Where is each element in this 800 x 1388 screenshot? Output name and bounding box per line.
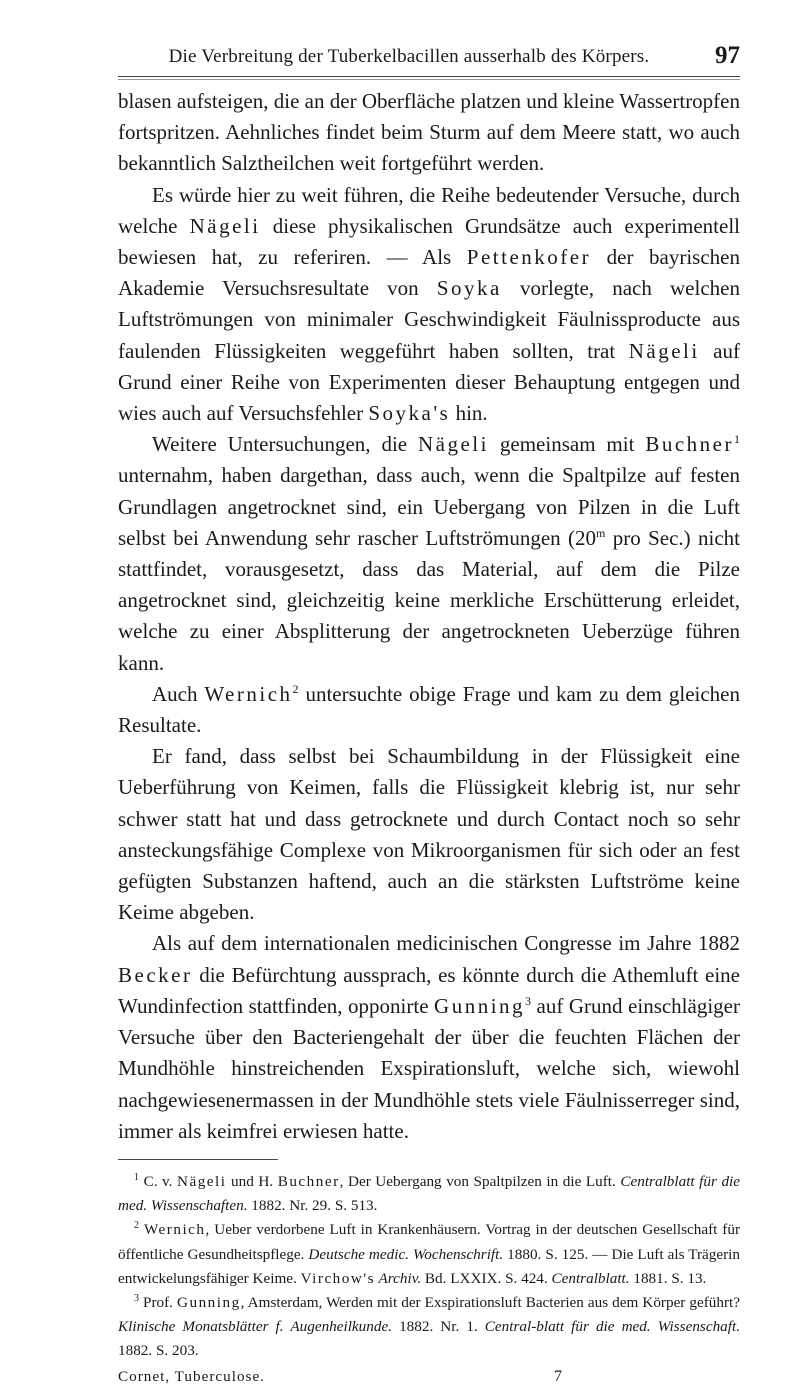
footnote-2 <box>118 1218 740 1291</box>
author-name: Soyka <box>436 276 502 301</box>
author-name: Nägeli <box>177 1172 227 1190</box>
text-run: hin. <box>450 401 488 426</box>
author-name: Nägeli <box>189 213 261 238</box>
author-name: Pettenkofer <box>466 245 592 270</box>
text-run: 1882. Nr. 29. S. 513. <box>247 1197 378 1215</box>
paragraph-5 <box>118 741 740 928</box>
text-run: pro Sec.) nicht stattfindet, vorausgesetzt, dass das Material, auf dem die Pilze angetrocknet sind, gleichzeitig keine merkliche Erschütterung erleidet, welche zu einer Absplitterung der angetrockneten Ueberzüge führen kann. <box>118 525 740 675</box>
text-run: gemeinsam mit <box>488 432 646 457</box>
author-name: Nägeli <box>418 432 489 457</box>
running-title: Die Verbreitung der Tuberkelbacillen ausserhalb des Körpers. <box>168 46 650 67</box>
text-run: , Der Uebergang von Spaltpilzen in die Luft. <box>339 1172 621 1190</box>
text-run: Weitere Untersuchungen, die <box>152 432 418 457</box>
author-name: Becker <box>118 962 193 987</box>
text-run: diese physikalischen Grundsätze auch experimentell bewiesen hat, zu referiren. — Als <box>118 213 740 270</box>
author-name: Soyka's <box>368 401 451 426</box>
text-run: unternahm, haben dargethan, dass auch, wenn die Spaltpilze auf festen Grundlagen angetrocknet sind, ein Uebergang von Pilzen in die Luft selbst bei Anwendung sehr rascher Luftströmungen (20 <box>118 463 740 550</box>
text-run: Als auf dem internationalen medicinischen Congresse im Jahre 1882 <box>152 931 740 956</box>
author-name: Wernich <box>143 1221 206 1239</box>
journal-title: Centralblatt für die med. Wissenschaften. <box>118 1172 741 1215</box>
unit-superscript: m <box>596 525 606 540</box>
header-rule <box>118 76 740 77</box>
text-run: , Ueber verdorbene Luft in Krankenhäusern. Vortrag in der deutschen Gesellschaft für öffentliche Gesundheitspflege. <box>118 1221 740 1263</box>
footnote-ref: 2 <box>292 681 299 696</box>
journal-title: Klinische Monatsblätter f. Augenheilkunde. <box>118 1318 392 1336</box>
footnote-number: 1 <box>134 1171 139 1183</box>
book-signature: Cornet, Tuberculose. <box>118 1367 265 1385</box>
footnote-ref: 1 <box>734 432 740 447</box>
text-run: untersuchte obige Frage und kam zu dem gleichen Resultate. <box>118 681 740 738</box>
text-run: Prof. <box>143 1293 178 1311</box>
text-run: 1880. S. 125. — Die Luft als Trägerin entwickelungsfähiger Keime. <box>118 1245 740 1287</box>
text-run: und H. <box>226 1172 278 1190</box>
text-run: 1882. S. 203. <box>118 1342 199 1360</box>
footnote-number: 2 <box>134 1220 139 1232</box>
author-name: Gunning <box>177 1293 241 1311</box>
text-run: 1882. Nr. 1. <box>392 1318 485 1336</box>
header-rule-secondary <box>118 79 740 80</box>
text-run: auf Grund einschlägiger Versuche über den Bacteriengehalt der über die feuchten Flächen der Mundhöhle hinstreichenden Exspirationsluft, welche sich, wiewohl nachgewiesenermassen in der Mundhöhle stets viele Fäulnisserreger sind, immer als keimfrei erwiesen hatte. <box>118 993 740 1143</box>
author-name: Buchner <box>645 432 734 457</box>
sheet-number: 7 <box>554 1367 562 1385</box>
text-run: , Amsterdam, Werden mit der Exspirationsluft Bacterien aus dem Körper geführt? <box>240 1293 740 1311</box>
text-run: Auch <box>152 681 205 706</box>
journal-title: Central-blatt für die med. Wissenschaft. <box>484 1318 740 1336</box>
author-name: Buchner <box>277 1172 340 1190</box>
footnote-ref: 3 <box>525 993 532 1008</box>
text-run: Bd. LXXIX. S. 424. <box>421 1269 552 1287</box>
author-name: Gunning <box>434 993 526 1018</box>
page-number: 97 <box>715 42 740 69</box>
text-run: 1881. S. 13. <box>629 1269 707 1287</box>
footnote-1 <box>118 1170 740 1218</box>
paragraph-3 <box>118 429 740 679</box>
signature-line <box>118 1366 740 1388</box>
text-run: Es würde hier zu weit führen, die Reihe bedeutender Versuche, durch welche <box>118 182 740 238</box>
text-run: blasen aufsteigen, die an der Oberfläche platzen und kleine Wassertropfen fortspritzen. Aehnliches findet beim Sturm auf dem Meere statt, wo auch bekanntlich Salztheilchen weit fortgeführt werden. <box>118 89 740 176</box>
text-run: die Befürchtung aussprach, es könnte durch die Athemluft eine Wundinfection stattfinden, opponirte <box>118 962 740 1018</box>
author-name: Wernich <box>204 681 293 706</box>
journal-title: Deutsche medic. Wochenschrift. <box>308 1245 504 1263</box>
journal-title: Archiv. <box>375 1269 422 1287</box>
author-name: Nägeli <box>628 338 700 363</box>
paragraph-4 <box>118 679 740 741</box>
paragraph-1 <box>118 86 740 180</box>
body-text <box>118 86 740 1147</box>
footnote-number: 3 <box>134 1292 139 1304</box>
footnotes <box>118 1170 740 1364</box>
text-run: C. v. <box>143 1172 177 1190</box>
author-name: Virchow's <box>300 1269 375 1287</box>
journal-title: Centralblatt. <box>551 1269 630 1287</box>
text-run: Er fand, dass selbst bei Schaumbildung in der Flüssigkeit eine Ueberführung von Keimen, falls die Flüssigkeit klebrig ist, nur sehr schwer statt hat und dass getrocknete und durch Contact noch so sehr ansteckungsfähige Complexe von Mikroorganismen für sich oder an fest gefügten Substanzen haftend, auch an die stärksten Luftströme keine Keime abgeben. <box>118 744 740 925</box>
footnote-3 <box>118 1291 740 1364</box>
paragraph-6 <box>118 928 740 1146</box>
page-header <box>118 0 740 80</box>
text-run: vorlegte, nach welchen Luftströmungen von minimaler Geschwindigkeit Fäulnissproducte aus faulenden Flüssigkeiten weggeführt haben sollten, trat <box>118 276 740 363</box>
footnote-rule <box>118 1159 278 1160</box>
text-run: auf Grund einer Reihe von Experimenten dieser Behauptung entgegen und wies auch auf Versuchsfehler <box>118 338 740 426</box>
paragraph-2 <box>118 180 740 430</box>
text-run: der bayrischen Akademie Versuchsresultate von <box>118 245 740 301</box>
